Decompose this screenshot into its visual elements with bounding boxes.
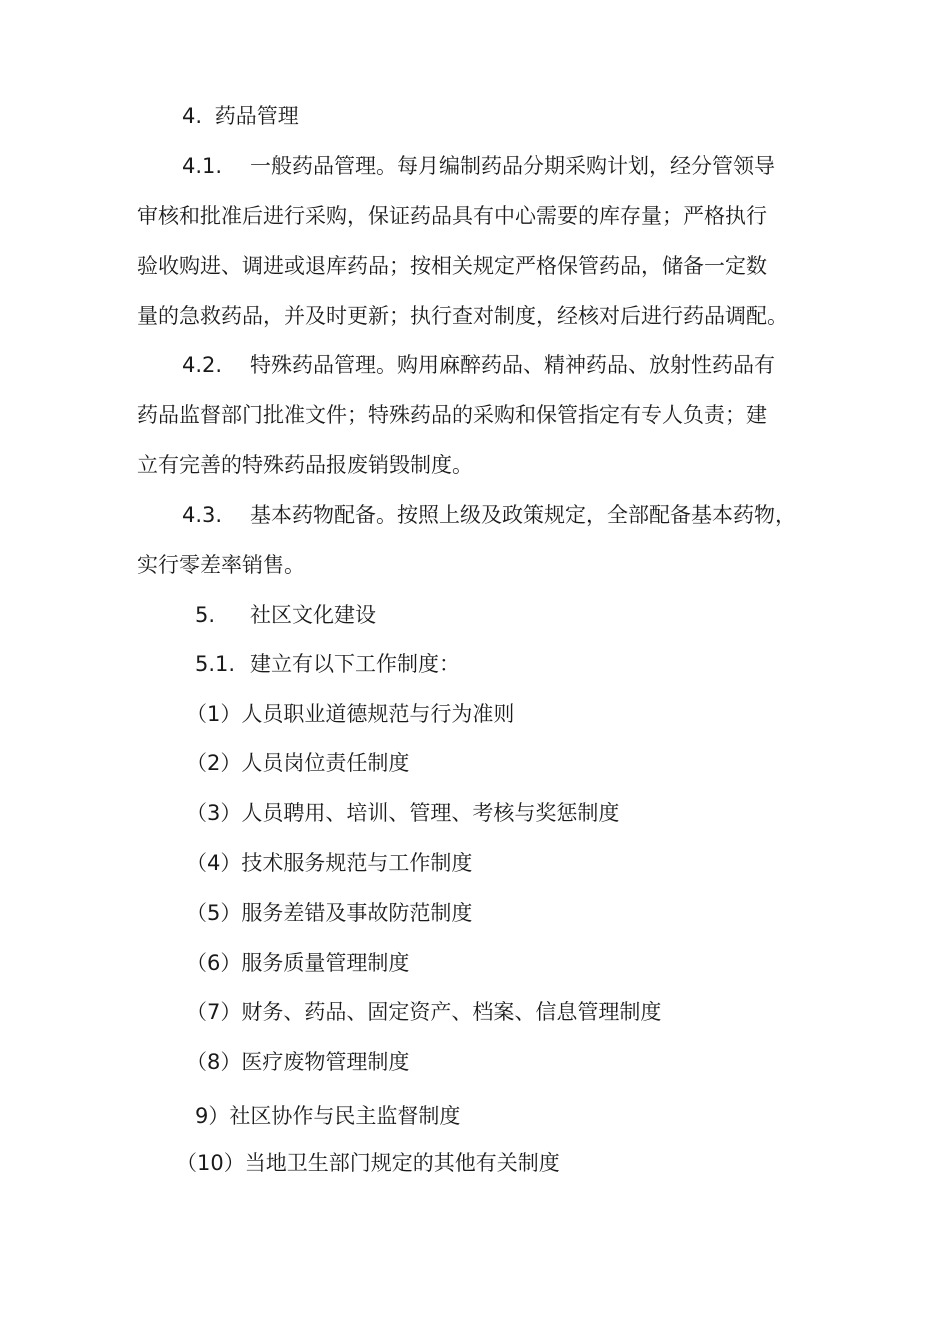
list-item-number: （6） — [186, 951, 242, 975]
section-number: 5. — [195, 603, 216, 627]
list-item-number: （10） — [176, 1151, 245, 1175]
list-item-text: 人员聘用、培训、管理、考核与奖惩制度 — [241, 801, 620, 825]
subsection-number — [182, 151, 222, 181]
list-item-number: （8） — [186, 1050, 242, 1074]
list-item-text: 当地卫生部门规定的其他有关制度 — [244, 1151, 560, 1175]
paragraph-line: 一般药品管理。每月编制药品分期采购计划，经分管领导 — [250, 154, 775, 178]
paragraph-line: 建立有以下工作制度： — [250, 652, 460, 676]
list-item-number: （2） — [186, 751, 242, 775]
subsection-number-text: 4.3. — [182, 503, 223, 527]
subsection-number — [182, 500, 222, 530]
paragraph-line: 特殊药品管理。购用麻醉药品、精神药品、放射性药品有 — [250, 353, 775, 377]
list-item-text: 社区协作与民主监督制度 — [229, 1104, 461, 1128]
paragraph-line: 验收购进、调进或退库药品；按相关规定严格保管药品，储备一定数 — [137, 254, 767, 278]
section-title: 药品管理 — [214, 104, 299, 128]
paragraph-line: 药品监督部门批准文件；特殊药品的采购和保管指定有专人负责；建 — [137, 403, 767, 427]
subsection-number-text: 4.2. — [182, 353, 223, 377]
list-item-number: （5） — [186, 901, 242, 925]
list-item-number: （1） — [186, 702, 242, 726]
list-item — [186, 997, 661, 1027]
section-title: 社区文化建设 — [250, 603, 376, 627]
list-item-text: 技术服务规范与工作制度 — [241, 851, 473, 875]
list-item — [186, 848, 472, 878]
list-item — [186, 898, 472, 928]
list-item-text: 服务差错及事故防范制度 — [241, 901, 473, 925]
list-item — [186, 1047, 409, 1077]
list-item-number: 9） — [195, 1104, 230, 1128]
list-item-text: 医疗废物管理制度 — [241, 1050, 410, 1074]
list-item-number: （4） — [186, 851, 242, 875]
list-item-text: 人员岗位责任制度 — [241, 751, 410, 775]
list-item — [186, 748, 409, 778]
section-heading — [182, 101, 299, 131]
paragraph-line: 审核和批准后进行采购，保证药品具有中心需要的库存量；严格执行 — [137, 204, 767, 228]
subsection-number-text: 4.1. — [182, 154, 223, 178]
paragraph-line: 量的急救药品，并及时更新；执行查对制度，经核对后进行药品调配。 — [137, 304, 788, 328]
subsection-number — [195, 649, 235, 679]
section-heading — [195, 600, 215, 630]
subsection-number — [182, 350, 222, 380]
paragraph-line: 立有完善的特殊药品报废销毁制度。 — [137, 453, 473, 477]
list-item-number: （3） — [186, 801, 242, 825]
paragraph-line: 基本药物配备。按照上级及政策规定，全部配备基本药物， — [250, 503, 796, 527]
list-item-text: 服务质量管理制度 — [241, 951, 410, 975]
section-number: 4. — [182, 104, 203, 128]
list-item — [176, 1148, 560, 1178]
list-item — [195, 1101, 460, 1131]
list-item — [186, 948, 409, 978]
list-item — [186, 699, 514, 729]
subsection-number-text: 5.1. — [195, 652, 236, 676]
list-item-text: 财务、药品、固定资产、档案、信息管理制度 — [241, 1000, 662, 1024]
list-item-number: （7） — [186, 1000, 242, 1024]
list-item — [186, 798, 619, 828]
list-item-text: 人员职业道德规范与行为准则 — [241, 702, 515, 726]
paragraph-line: 实行零差率销售。 — [137, 553, 305, 577]
